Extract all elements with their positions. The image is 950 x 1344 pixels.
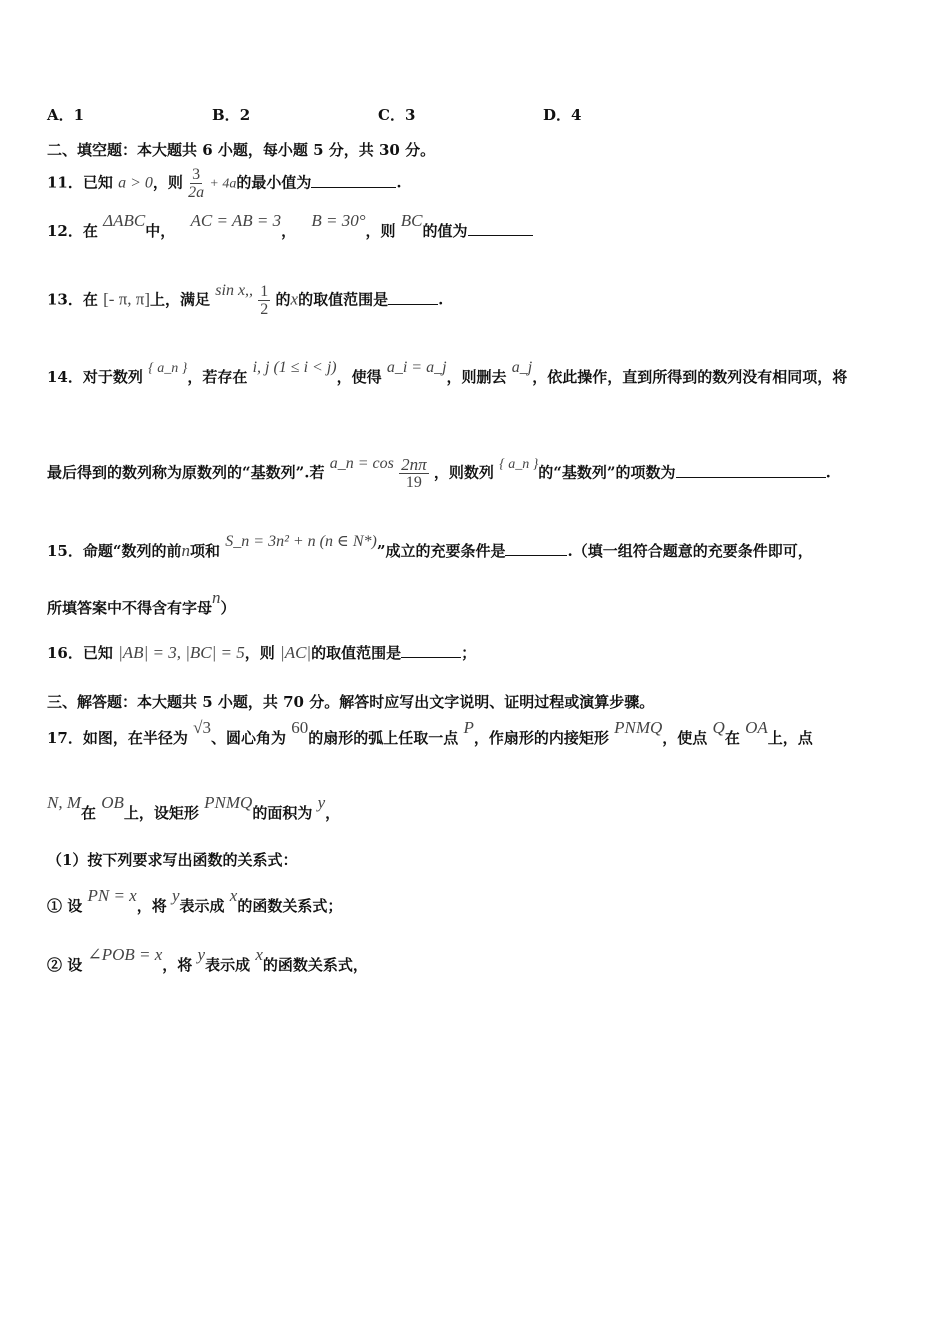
question-17-part1: （1）按下列要求写出函数的关系式： xyxy=(47,851,298,869)
question-17-line2: N, M在 OB上，设矩形 PNMQ的面积为 y， xyxy=(47,793,341,822)
question-11: 11．已知 a > 0，则 $\frac{3}{2a}$ + 4a的最小值为 . xyxy=(47,166,402,201)
answer-blank[interactable] xyxy=(505,541,567,556)
answer-blank[interactable] xyxy=(468,221,533,236)
question-13: 13．在 [- π, π]上，满足 sin x,, $\frac{1}{2}$ 的x的取值范围是 . xyxy=(47,281,444,318)
answer-blank[interactable] xyxy=(401,643,461,658)
section-2-heading: 二、填空题：本大题共 6 小题，每小题 5 分，共 30 分。 xyxy=(47,141,436,159)
choice-a: A．1 xyxy=(47,106,85,124)
question-14: 14．对于数列 { a_n }，若存在 i, j (1 ≤ i < j)，使得 a_i = a_j，则删去 a_j，依此操作，直到所得到的数列没有相同项，将 xyxy=(47,359,848,386)
question-12: 12．在 ΔABC中， AC = AB = 3， B = 30°，则 BC的值为 xyxy=(47,220,533,241)
answer-blank[interactable] xyxy=(676,463,826,478)
section-3-heading: 三、解答题：本大题共 5 小题，共 70 分。解答时应写出文字说明、证明过程或演算步骤。 xyxy=(47,693,655,711)
question-17-step2: ② 设 ∠POB = x，将 y表示成 x的函数关系式， xyxy=(47,945,368,974)
choice-b: B．2 xyxy=(212,106,251,124)
choice-d: D．4 xyxy=(543,106,582,124)
question-15-cont: 所填答案中不得含有字母n） xyxy=(47,588,236,617)
choice-c: C．3 xyxy=(378,106,416,124)
question-17-step1: ① 设 PN = x，将 y表示成 x的函数关系式； xyxy=(47,886,343,915)
answer-blank[interactable] xyxy=(388,290,438,305)
question-14-cont: 最后得到的数列称为原数列的“基数列”.若 a_n = cos $\frac{2n\pi}{19}$ ，则数列 { a_n }的“基数列”的项数为 . xyxy=(47,454,831,491)
question-15: 15．命题“数列的前n项和 S_n = 3n² + n (n ∈ N*)”成立的充要条件是 .（填一组符合题意的充要条件即可， xyxy=(47,533,813,560)
answer-blank[interactable] xyxy=(311,173,396,188)
question-17: 17．如图，在半径为 √3、圆心角为 60的扇形的弧上任取一点 P，作扇形的内接矩形 PNMQ，使点 Q在 OA上，点 xyxy=(47,718,813,747)
question-16: 16．已知 |AB| = 3, |BC| = 5，则 |AC|的取值范围是 ； xyxy=(47,643,477,662)
